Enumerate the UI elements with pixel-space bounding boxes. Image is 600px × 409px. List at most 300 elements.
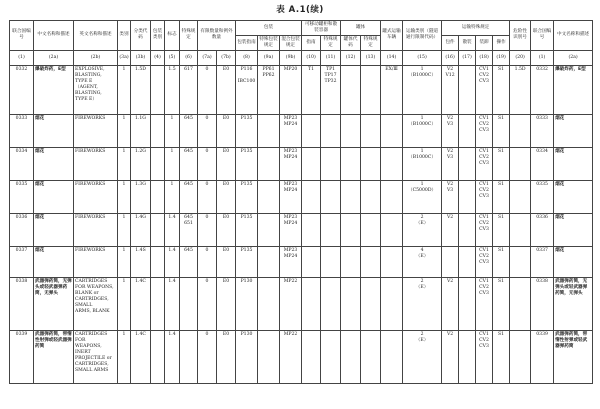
- cell-excepted-qty: E0: [217, 213, 236, 246]
- cell-pkg-instructions: [236, 65, 258, 114]
- cell-transport-category-line: 1: [420, 148, 424, 154]
- cell-tank-special: [321, 180, 341, 213]
- cell-packages-line: V2: [446, 331, 454, 337]
- cell-pkg-instructions: [236, 277, 258, 330]
- cell-un-no: 0334: [10, 147, 34, 180]
- cell-loading-line: CV3: [479, 127, 489, 133]
- col-number: (2a): [554, 50, 593, 65]
- col-number: (20): [510, 50, 531, 65]
- cell-limited-qty: 0: [198, 114, 217, 147]
- cell-mixed-packing: [280, 330, 302, 383]
- cell-transport-category: [403, 246, 442, 277]
- cell-special-provisions: 645: [180, 114, 198, 147]
- cell-en-name: [74, 277, 118, 330]
- col-number: (6): [180, 50, 198, 65]
- cell-loading-line: CV2: [479, 220, 489, 226]
- cell-en-name: [74, 213, 118, 246]
- cell-transport-category: [403, 330, 442, 383]
- cell-un-no-2: 0334: [531, 147, 554, 180]
- col-number: (1): [531, 50, 554, 65]
- cell-loading-line: CV1: [479, 148, 489, 154]
- th-operation: 操作: [493, 35, 510, 50]
- col-number: (18): [476, 50, 493, 65]
- cell-transport-category-line: 2: [420, 278, 424, 284]
- cell-pkg-special: [258, 65, 280, 114]
- cell-en-name-line: BLASTING,: [75, 72, 102, 78]
- cell-transport-category-line: （E）: [415, 253, 429, 259]
- th-pkg-instructions: 包装指南: [236, 35, 258, 50]
- cell-un-no: 0335: [10, 180, 34, 213]
- th-mixed-packing: 混合包装规定: [280, 35, 302, 50]
- cell-cn-name: 武器弹药筒，无弹头或轻武器弹药筒，无弹头: [34, 277, 74, 330]
- cell-limited-qty: 0: [198, 330, 217, 383]
- th-tank-instructions: 指南: [302, 35, 321, 50]
- cell-labels: 1.4: [165, 213, 180, 246]
- cell-packages-line: V3: [446, 187, 454, 193]
- col-number: (2a): [34, 50, 74, 65]
- col-number: (17): [459, 50, 476, 65]
- cell-hazard-id: [510, 114, 531, 147]
- cell-en-name: [74, 180, 118, 213]
- cell-cn-name-2: 烟花: [554, 147, 593, 180]
- dangerous-goods-table: [9, 20, 593, 384]
- cell-transport-category-line: （E）: [415, 220, 429, 226]
- col-number: (7b): [217, 50, 236, 65]
- cell-pkg-special-line: PP62: [262, 72, 275, 78]
- cell-loading-line: CV1: [479, 66, 489, 72]
- th-portable-tank: 可移动罐柜和散装容器: [302, 21, 341, 36]
- table-row: [10, 147, 593, 180]
- cell-bulk: [459, 213, 476, 246]
- cell-mixed-packing-line: MP24: [283, 220, 298, 226]
- table-row: [10, 330, 593, 383]
- cell-tank-special: [321, 277, 341, 330]
- cell-hazard-id: [510, 147, 531, 180]
- cell-rt-special: [361, 246, 381, 277]
- cell-limited-qty: 0: [198, 277, 217, 330]
- cell-loading-line: CV3: [479, 193, 489, 199]
- th-labels: 标志: [165, 21, 180, 51]
- cell-pkg-instructions: [236, 114, 258, 147]
- cell-packing-group: [151, 65, 165, 114]
- cell-labels: 1.4: [165, 277, 180, 330]
- cell-cn-name-2: 烟花: [554, 180, 593, 213]
- cell-special-provisions-line: 645: [184, 214, 193, 220]
- cell-rt-special: [361, 180, 381, 213]
- col-number: (14): [381, 50, 403, 65]
- cell-cn-name-2: 武器弹药筒，带惰性射弹或轻武器弹药筒: [554, 330, 593, 383]
- cell-class-code: 1.4G: [131, 213, 151, 246]
- cell-en-name: [74, 114, 118, 147]
- cell-loading-line: CV3: [479, 343, 489, 349]
- cell-transport-category-line: （C5000D）: [408, 187, 437, 193]
- cell-en-name: [74, 330, 118, 383]
- cell-tank-code: [341, 213, 361, 246]
- cell-packing-group: [151, 246, 165, 277]
- cell-special-provisions: 617: [180, 65, 198, 114]
- cell-en-name-line: ARMS, BLANK: [75, 308, 110, 314]
- cell-packing-group: [151, 147, 165, 180]
- col-number: (8): [236, 50, 258, 65]
- cell-loading: [476, 180, 493, 213]
- col-number: (13): [361, 50, 381, 65]
- cell-cn-name-2: 武器弹药筒，无弹头或轻武器弹药筒，无弹头: [554, 277, 593, 330]
- cell-special-provisions: 645: [180, 147, 198, 180]
- cell-bulk: [459, 246, 476, 277]
- cell-limited-qty: 0: [198, 246, 217, 277]
- cell-rt-special: [361, 114, 381, 147]
- cell-loading: [476, 330, 493, 383]
- cell-tank-instructions: [302, 246, 321, 277]
- cell-loading-line: CV3: [479, 160, 489, 166]
- cell-special-provisions-line: 651: [184, 220, 193, 226]
- cell-en-name-line: CARTRIDGES: [75, 331, 108, 337]
- cell-pkg-special: [258, 114, 280, 147]
- cell-transport-category-line: （B1000C）: [408, 121, 436, 127]
- cell-packages-line: V2: [446, 278, 454, 284]
- cell-en-name-line: FIREWORKS: [75, 247, 106, 253]
- cell-transport-category: [403, 180, 442, 213]
- cell-tank-special: [321, 330, 341, 383]
- cell-loading: [476, 246, 493, 277]
- th-rt-tank: 罐体: [341, 21, 381, 36]
- cell-pkg-instructions-line: P135: [240, 214, 253, 220]
- cell-hazard-id: [510, 213, 531, 246]
- cell-special-provisions: [180, 330, 198, 383]
- cell-loading-line: CV3: [479, 290, 489, 296]
- cell-loading: [476, 277, 493, 330]
- cell-loading-line: CV2: [479, 154, 489, 160]
- cell-operation: S1: [493, 246, 510, 277]
- cell-packages-line: V2: [446, 181, 454, 187]
- cell-transport-category: [403, 147, 442, 180]
- cell-en-name-line: WEAPONS,: [75, 343, 102, 349]
- cell-vehicle-for-tank: [381, 246, 403, 277]
- cell-packages: [442, 180, 459, 213]
- cell-pkg-special: [258, 180, 280, 213]
- cell-tank-instructions: [302, 330, 321, 383]
- col-number: (7a): [198, 50, 217, 65]
- th-vehicle-for-tank: 罐式运输车辆: [381, 21, 403, 51]
- cell-cn-name: 烟花: [34, 213, 74, 246]
- cell-labels: 1: [165, 180, 180, 213]
- cell-mixed-packing-line: MP23: [283, 247, 298, 253]
- cell-mixed-packing-line: MP22: [283, 278, 298, 284]
- cell-excepted-qty: E0: [217, 147, 236, 180]
- th-rt-special: 特殊规定: [361, 35, 381, 50]
- cell-class: 1: [118, 180, 131, 213]
- cell-loading-line: CV3: [479, 78, 489, 84]
- cell-special-provisions: [180, 277, 198, 330]
- col-number: (19): [493, 50, 510, 65]
- th-limited-excepted: 有限数量和例外数量: [198, 21, 236, 51]
- cell-labels: 1: [165, 114, 180, 147]
- cell-excepted-qty: E0: [217, 330, 236, 383]
- cell-mixed-packing-line: MP24: [283, 253, 298, 259]
- cell-packages-line: V3: [446, 154, 454, 160]
- cell-packages: [442, 246, 459, 277]
- cell-vehicle-for-tank: EX/Ⅲ: [381, 65, 403, 114]
- cell-class: 1: [118, 277, 131, 330]
- cell-packages: [442, 213, 459, 246]
- col-number: (12): [341, 50, 361, 65]
- th-special-provisions: 特殊规定: [180, 21, 198, 51]
- cell-packing-group: [151, 330, 165, 383]
- cell-limited-qty: 0: [198, 147, 217, 180]
- cell-special-provisions: [180, 213, 198, 246]
- cell-en-name-line: FIREWORKS: [75, 214, 106, 220]
- cell-en-name-line: FOR: [75, 337, 86, 343]
- cell-mixed-packing-line: MP23: [283, 148, 298, 154]
- cell-mixed-packing-line: MP24: [283, 187, 298, 193]
- cell-tank-code: [341, 180, 361, 213]
- cell-class-code: 1.4C: [131, 330, 151, 383]
- cell-class: 1: [118, 330, 131, 383]
- cell-loading: [476, 65, 493, 114]
- cell-mixed-packing: [280, 246, 302, 277]
- cell-limited-qty: 0: [198, 213, 217, 246]
- cell-class: 1: [118, 147, 131, 180]
- cell-tank-instructions: T1: [302, 65, 321, 114]
- table-row: [10, 277, 593, 330]
- cell-mixed-packing: [280, 277, 302, 330]
- cell-packages: [442, 65, 459, 114]
- col-number: (5): [165, 50, 180, 65]
- cell-bulk: [459, 147, 476, 180]
- cell-pkg-instructions: [236, 147, 258, 180]
- cell-pkg-special-line: PP61: [262, 66, 275, 72]
- cell-tank-instructions: [302, 114, 321, 147]
- cell-mixed-packing-line: MP20: [283, 66, 298, 72]
- cell-tank-code: [341, 277, 361, 330]
- cell-packages-line: V12: [445, 72, 455, 78]
- cell-labels: 1: [165, 147, 180, 180]
- cell-pkg-instructions: [236, 180, 258, 213]
- cell-transport-category-line: 1: [420, 181, 424, 187]
- cell-class: 1: [118, 65, 131, 114]
- th-class-code: 分类代码: [131, 21, 151, 51]
- cell-en-name-line: FIREWORKS: [75, 148, 106, 154]
- col-number: (4): [151, 50, 165, 65]
- cell-un-no-2: 0337: [531, 246, 554, 277]
- cell-un-no-2: 0335: [531, 180, 554, 213]
- cell-excepted-qty: E0: [217, 65, 236, 114]
- cell-un-no: 0338: [10, 277, 34, 330]
- cell-en-name-line: BLASTING,: [75, 90, 102, 96]
- cell-un-no: 0337: [10, 246, 34, 277]
- cell-pkg-instructions-line: IBC100: [237, 78, 256, 84]
- cell-rt-special: [361, 330, 381, 383]
- cell-cn-name: 烟花: [34, 147, 74, 180]
- cell-tank-instructions: [302, 180, 321, 213]
- cell-loading: [476, 114, 493, 147]
- cell-class: 1: [118, 213, 131, 246]
- cell-mixed-packing: [280, 114, 302, 147]
- cell-transport-category-line: （B1000C）: [408, 154, 436, 160]
- th-bulk: 散装: [459, 35, 476, 50]
- cell-un-no-2: 0333: [531, 114, 554, 147]
- cell-cn-name-2: 烟花: [554, 213, 593, 246]
- cell-packages-line: V2: [446, 115, 454, 121]
- cell-transport-category: [403, 65, 442, 114]
- table-row: [10, 180, 593, 213]
- cell-class-code: 1.5D: [131, 65, 151, 114]
- cell-transport-category-line: 1: [420, 66, 424, 72]
- cell-en-name-line: FOR WEAPONS,: [75, 284, 114, 290]
- cell-transport-category-line: （E）: [415, 337, 429, 343]
- cell-mixed-packing-line: MP24: [283, 121, 298, 127]
- cell-loading-line: CV1: [479, 115, 489, 121]
- col-number: (16): [442, 50, 459, 65]
- th-un-no-2: 联合国编号: [531, 21, 554, 51]
- cell-excepted-qty: E0: [217, 180, 236, 213]
- col-number: (9a): [258, 50, 280, 65]
- table-body: [10, 65, 593, 383]
- cell-pkg-instructions-line: P135: [240, 148, 253, 154]
- table-row: [10, 65, 593, 114]
- cell-labels: 1.4: [165, 246, 180, 277]
- cell-un-no-2: 0336: [531, 213, 554, 246]
- cell-rt-special: [361, 147, 381, 180]
- cell-un-no: 0339: [10, 330, 34, 383]
- cell-limited-qty: 0: [198, 65, 217, 114]
- cell-packages: [442, 147, 459, 180]
- cell-packages: [442, 277, 459, 330]
- cell-tank-instructions: [302, 147, 321, 180]
- th-transport-special: 运输特殊规定: [442, 21, 510, 36]
- cell-transport-category-line: 2: [420, 214, 424, 220]
- cell-bulk: [459, 330, 476, 383]
- cell-cn-name: 烟花: [34, 180, 74, 213]
- cell-cn-name-2: 烟花: [554, 246, 593, 277]
- cell-en-name-line: FIREWORKS: [75, 181, 106, 187]
- cell-excepted-qty: E0: [217, 246, 236, 277]
- cell-loading-line: CV2: [479, 121, 489, 127]
- cell-rt-special: [361, 65, 381, 114]
- cell-en-name-line: TYPE E）: [75, 96, 97, 102]
- cell-un-no: 0336: [10, 213, 34, 246]
- table-row: [10, 213, 593, 246]
- table-row: [10, 246, 593, 277]
- cell-loading-line: CV2: [479, 284, 489, 290]
- cell-bulk: [459, 114, 476, 147]
- col-number: (9b): [280, 50, 302, 65]
- cell-transport-category-line: 4: [420, 247, 424, 253]
- cell-pkg-instructions-line: P135: [240, 115, 253, 121]
- cell-un-no-2: 0339: [531, 330, 554, 383]
- cell-tank-special: [321, 246, 341, 277]
- th-tank-special: 特殊规定: [321, 35, 341, 50]
- cell-tank-instructions: [302, 213, 321, 246]
- cell-loading-line: CV1: [479, 247, 489, 253]
- cell-tank-special-line: TP17: [324, 72, 337, 78]
- cell-en-name-line: TYPE E: [75, 78, 93, 84]
- cell-en-name: [74, 246, 118, 277]
- cell-vehicle-for-tank: [381, 330, 403, 383]
- cell-rt-special: [361, 277, 381, 330]
- cell-transport-category-line: 1: [420, 115, 424, 121]
- cell-tank-special-line: TP32: [324, 78, 337, 84]
- cell-tank-code: [341, 114, 361, 147]
- cell-packing-group: [151, 213, 165, 246]
- cell-bulk: [459, 180, 476, 213]
- th-cn-name: 中文名称和描述: [34, 21, 74, 51]
- cell-operation: S1: [493, 65, 510, 114]
- cell-pkg-special: [258, 246, 280, 277]
- col-number: (1): [10, 50, 34, 65]
- cell-en-name-line: BLANK or: [75, 290, 99, 296]
- cell-operation: S1: [493, 330, 510, 383]
- cell-tank-special: [321, 114, 341, 147]
- cell-transport-category-line: 2: [420, 331, 424, 337]
- cell-hazard-id: 1.5D: [510, 65, 531, 114]
- th-packages: 包件: [442, 35, 459, 50]
- cell-vehicle-for-tank: [381, 180, 403, 213]
- cell-un-no: 0333: [10, 114, 34, 147]
- cell-class-code: 1.4C: [131, 277, 151, 330]
- col-number: (3a): [118, 50, 131, 65]
- cell-mixed-packing-line: MP23: [283, 181, 298, 187]
- cell-pkg-special: [258, 330, 280, 383]
- col-number: (11): [321, 50, 341, 65]
- cell-un-no-2: 0332: [531, 65, 554, 114]
- th-hazard-id: 危险性识别号: [510, 21, 531, 51]
- cell-packing-group: [151, 180, 165, 213]
- cell-tank-special-line: TP1: [326, 66, 336, 72]
- col-number: (15): [403, 50, 442, 65]
- cell-hazard-id: [510, 180, 531, 213]
- cell-loading-line: CV2: [479, 253, 489, 259]
- cell-labels: 1.5: [165, 65, 180, 114]
- cell-en-name: [74, 147, 118, 180]
- cell-mixed-packing: [280, 65, 302, 114]
- cell-tank-special: [321, 147, 341, 180]
- cell-transport-category: [403, 213, 442, 246]
- cell-operation: S1: [493, 213, 510, 246]
- cell-pkg-instructions: [236, 330, 258, 383]
- cell-transport-category: [403, 277, 442, 330]
- th-cn-name-2: 中文名称和描述: [554, 21, 593, 51]
- cell-tank-special: [321, 65, 341, 114]
- th-packing-group: 包装类别: [151, 21, 165, 51]
- cell-packages: [442, 330, 459, 383]
- cell-loading-line: CV3: [479, 259, 489, 265]
- cell-loading-line: CV3: [479, 226, 489, 232]
- cell-tank-special: [321, 213, 341, 246]
- cell-packages-line: V3: [446, 121, 454, 127]
- th-en-name: 英文名称和描述: [74, 21, 118, 51]
- cell-mixed-packing-line: MP23: [283, 214, 298, 220]
- cell-cn-name: 爆破炸药，E型: [34, 65, 74, 114]
- cell-operation: S1: [493, 180, 510, 213]
- cell-class: 1: [118, 114, 131, 147]
- cell-cn-name-2: 爆破炸药，E型: [554, 65, 593, 114]
- cell-tank-code: [341, 330, 361, 383]
- cell-rt-special: [361, 213, 381, 246]
- cell-operation: S1: [493, 277, 510, 330]
- col-number: (2b): [74, 50, 118, 65]
- cell-operation: S1: [493, 147, 510, 180]
- cell-loading-line: CV2: [479, 187, 489, 193]
- th-transport-category: 运输类别（隧道通行限制代码）: [403, 21, 442, 51]
- th-packaging: 包装: [236, 21, 302, 36]
- cell-mixed-packing-line: MP22: [283, 331, 298, 337]
- cell-vehicle-for-tank: [381, 213, 403, 246]
- cell-en-name-line: SMALL ARMS: [75, 367, 109, 373]
- cell-cn-name: 武器弹药筒，带惰性射弹或轻武器弹药筒: [34, 330, 74, 383]
- cell-bulk: [459, 65, 476, 114]
- cell-en-name-line: INERT: [75, 349, 91, 355]
